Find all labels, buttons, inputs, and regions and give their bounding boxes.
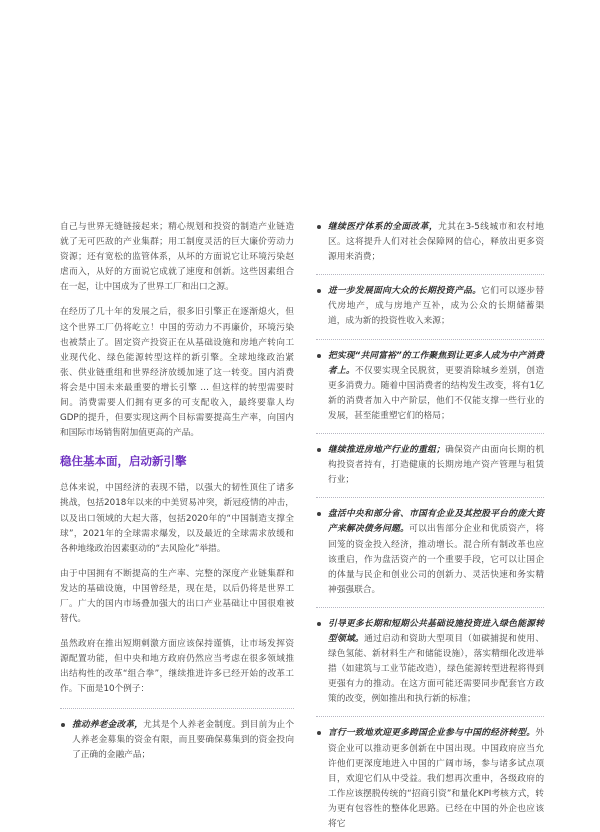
paragraph-4: 由于中国拥有不断提高的生产率、完整的深度产业链集群和发达的基础设施，中国曾经是，现在是，以后仍将是世界工厂。广大的国内市场叠加强大的出口产业基础让中国很难被替代。 [60, 568, 294, 625]
list-item [316, 349, 544, 424]
paragraph-2: 在经历了几十年的发展之后，很多旧引擎正在逐渐熄火，但这个世界工厂仍将屹立！中国的劳动力不再廉价，环境污染也被禁止了。固定资产投资正在从基础设施和房地产转向工业现代化、绿色能源转型这样的新引擎。全球地缘政治紧张、供业链重组和世界经济放缓加速了这一转变。国内消费将会是中国未来最重要的增长引擎 … 但这样的转型需要时间。消费需要人们拥有更多的可支配收入，最终要靠人均GDP的提升，但要实现这两个目标需要提高生产率，向国内和国际市场销售附加值更高的产品。 [60, 307, 294, 439]
list-item-lead: 继续医疗体系的全面改革， [328, 222, 439, 232]
list-item [316, 726, 544, 832]
paragraph-5: 虽然政府在推出短期刺激方面应该保持谨慎，让市场发挥资源配置功能，但中央和地方政府仍然应当考虑在很多领域推出结构性的改革“组合拳”，继续推进许多已经开始的改革工作。下面是10个例子： [60, 639, 294, 695]
left-column [60, 220, 294, 763]
list-item-text: 外资企业可以推动更多创新在中国出现。中国政府应当允许他们更深度地进入中国的广阔市场，参与诸多试点项目，欢迎它们从中受益。我们想再次重申，各级政府的工作应该摆脱传统的“招商引资”和量化KPI考核方式，转为更有包容性的整体化思路。已经在中国的外企也应该将它 [328, 728, 544, 829]
list-item [316, 220, 544, 265]
list-item-text: 它们可以逐步替代房地产，成与房地产互补，成为公众的长期储蓄渠道，成为新的投资性收入来源； [328, 286, 545, 327]
list-item-text: 尤其在3-5线城市和农村地区。这将提升人们对社会保障网的信心，释放出更多资源用来消费； [328, 222, 544, 263]
section-heading: 稳住基本面，启动新引擎 [60, 454, 187, 469]
divider [316, 497, 544, 498]
list-item [316, 507, 544, 598]
list-item-lead: 盘活中央和部分省、市国有企业及其控股平台的庞大资产来解决债务问题。 [328, 509, 544, 535]
divider [60, 708, 294, 709]
list-item-text: 确保资产由面向长期的机构投资者持有，打造健康的长期房地产资产管理与租赁行业； [328, 445, 545, 486]
right-column [316, 220, 544, 832]
list-item-text: 可以出售部分企业和优质资产，将回笼的资金投入经济，推动增长。混合所有制改革也应该重启，作为盘活资产的一个重要手段，它可以让国企的体量与民企和创业公司的创新力、灵活快速和务实精神强强联合。 [328, 524, 545, 595]
list-item [316, 443, 544, 488]
divider [316, 274, 544, 275]
divider [316, 433, 544, 434]
paragraph-3: 总体来说，中国经济的表现不错，以强大的韧性顶住了诸多挑战，包括2018年以来的中美贸易冲突，新冠疫情的冲击，以及出口领域的大起大落，包括2020年的“中国制造支撑全球”，2021年的全球需求爆发，以及最近的全球需求放缓和各种地缘政治因素驱动的“去风险化”举措。 [60, 483, 294, 554]
paragraph-1: 自己与世界无缝链接起来；精心规划和投资的制造产业链造就了无可匹敌的产业集群；用工制度灵活的巨大廉价劳动力资源；还有宽松的监管体系，从坏的方面说它让环境污染赵虐而入，从好的方面说它成就了速度和创新。这些因素组合在一起，让中国成为了世界工厂和出口之源。 [60, 222, 294, 293]
list-item [316, 617, 544, 708]
list-item [316, 284, 544, 329]
list-item-lead: 把实现“共同富裕”的工作聚焦到让更多人成为中产消费者上。 [328, 350, 544, 376]
list-item-lead: 言行一致地欢迎更多跨国企业参与中国的经济转型。 [328, 728, 536, 739]
list-item-text: 不仅要实现全民脱贫，更要消除城乡差别，创造更多消费力。随着中国消费者的结构发生改变，将有1亿新的消费者加入中产阶层，他们不仅能支撑一些行业的发展，甚至能重塑它们的格局； [328, 365, 545, 421]
list-item-pension-reform [60, 718, 294, 763]
divider [316, 339, 544, 340]
list-item-text: 通过启动和资助大型项目（如碳捕捉和使用、绿色氢能、新材料生产和储能设施），落实精细化改进举措（如建筑与工业节能改造），绿色能源转型进程将得到更强有力的推动。在这方面可能还需要同步配套官方政策的改变，例如推出和执行新的标准； [328, 633, 545, 705]
list-item-lead: 引导更多长期和短期公共基础设施投资进入绿色能源转型领域。 [328, 618, 544, 644]
list-item-lead: 继续推进房地产行业的重组； [328, 445, 445, 456]
divider [316, 716, 544, 717]
divider [316, 607, 544, 608]
list-item-lead: 进一步发展面向大众的长期投资产品。 [328, 286, 482, 297]
list-item-lead: 推动养老金改革， [72, 719, 144, 730]
list-item-text: 尤其是个人养老金制度。到目前为止个人养老金募集的资金有限，而且要确保募集到的资金投向了正确的金融产品； [72, 719, 295, 760]
